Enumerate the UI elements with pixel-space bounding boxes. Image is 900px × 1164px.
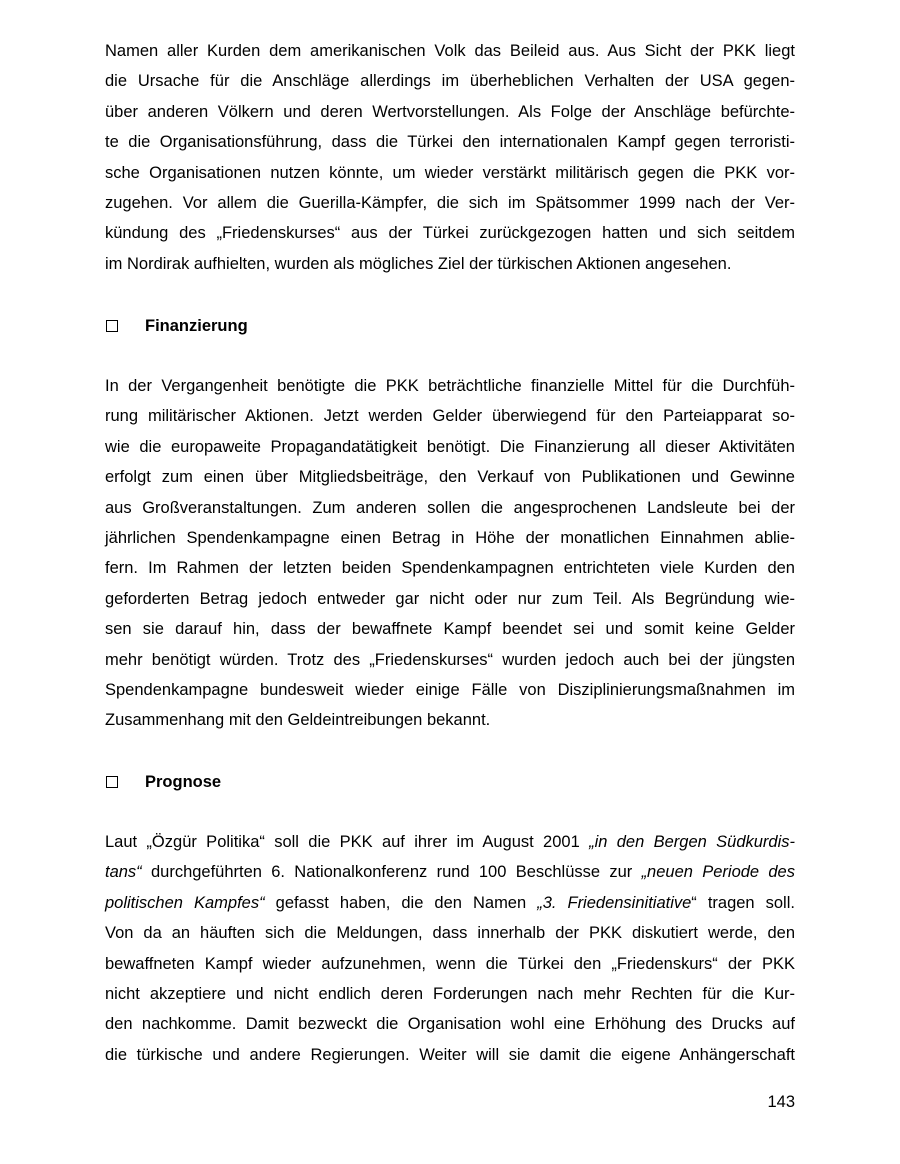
- text-line: [105, 857, 795, 887]
- text-line: aus Großveranstaltungen. Zum anderen sollen die angesprochenen Landsleute bei der: [105, 498, 795, 517]
- section-heading-finanzierung: [105, 311, 248, 341]
- page-number: 143: [767, 1093, 795, 1111]
- text-line: In der Vergangenheit benötigte die PKK beträchtliche finanzielle Mittel für die Durchfüh-: [105, 377, 795, 395]
- text-line: die türkische und andere Regierungen. Weiter will sie damit die eigene Anhängerschaft: [105, 1045, 795, 1064]
- text-line: Namen aller Kurden dem amerikanischen Volk das Beileid aus. Aus Sicht der PKK liegt: [105, 42, 795, 60]
- text-line: Zusammenhang mit den Geldeintreibungen bekannt.: [105, 711, 491, 730]
- text-line: Spendenkampagne bundesweit wieder einige Fälle von Disziplinierungsmaßnahmen im: [105, 680, 795, 699]
- text-run: gefasst haben, die den Namen: [264, 893, 538, 912]
- text-run: “ tragen soll.: [691, 893, 795, 912]
- paragraph-finanzierung: [105, 371, 795, 736]
- section-heading-prognose: [105, 767, 221, 797]
- text-run: durchgeführten 6. Nationalkonferenz rund 100 Beschlüsse zur: [141, 863, 642, 882]
- text-line: erfolgt zum einen über Mitgliedsbeiträge, den Verkauf von Publikationen und Gewinne: [105, 468, 795, 487]
- text-line: wie die europaweite Propagandatätigkeit benötigt. Die Finanzierung all dieser Aktivitäten: [105, 437, 795, 456]
- checkbox-bullet-icon: [106, 320, 118, 332]
- italic-quote: „neuen Periode des: [641, 863, 795, 882]
- text-line: sche Organisationen nutzen könnte, um wieder verstärkt militärisch gegen die PKK vor-: [105, 163, 795, 182]
- text-line: zugehen. Vor allem die Guerilla-Kämpfer, die sich im Spätsommer 1999 nach der Ver-: [105, 193, 795, 212]
- italic-quote: tans“: [105, 863, 142, 882]
- italic-quote: politischen Kampfes“: [105, 893, 265, 912]
- text-run: Laut „Özgür Politika“ soll die PKK auf ihrer im August 2001: [105, 833, 590, 851]
- text-line: [105, 827, 795, 857]
- text-line: Von da an häuften sich die Meldungen, dass innerhalb der PKK diskutiert werde, den: [105, 924, 795, 943]
- text-line: kündung des „Friedenskurses“ aus der Türkei zurückgezogen hatten und sich seitdem: [105, 224, 795, 243]
- text-line: sen sie darauf hin, dass der bewaffnete Kampf beendet sei und somit keine Gelder: [105, 620, 795, 639]
- text-line: den nachkomme. Damit bezweckt die Organisation wohl eine Erhöhung des Drucks auf: [105, 1015, 795, 1034]
- text-line: [105, 888, 795, 918]
- heading-text: Prognose: [145, 772, 222, 791]
- text-line: im Nordirak aufhielten, wurden als mögliches Ziel der türkischen Aktionen angesehen.: [105, 254, 732, 273]
- text-line: rung militärischer Aktionen. Jetzt werden Gelder überwiegend für den Parteiapparat so-: [105, 407, 795, 426]
- text-line: jährlichen Spendenkampagne einen Betrag in Höhe der monatlichen Einnahmen ablie-: [105, 528, 795, 547]
- italic-quote: „3. Friedensinitiative: [537, 893, 692, 912]
- text-line: te die Organisationsführung, dass die Türkei den internationalen Kampf gegen terroristi-: [105, 133, 795, 152]
- text-line: bewaffneten Kampf wieder aufzunehmen, wenn die Türkei den „Friedenskurs“ der PKK: [105, 954, 795, 973]
- text-line: fern. Im Rahmen der letzten beiden Spendenkampagnen entrichteten viele Kurden den: [105, 559, 795, 578]
- text-line: die Ursache für die Anschläge allerdings im überheblichen Verhalten der USA gegen-: [105, 72, 795, 91]
- text-line: nicht akzeptiere und nicht endlich deren Forderungen nach mehr Rechten für die Kur-: [105, 984, 795, 1003]
- text-line: geforderten Betrag jedoch entweder gar nicht oder nur zum Teil. Als Begründung wie-: [105, 589, 795, 608]
- italic-quote: „in den Bergen Südkurdis-: [589, 833, 795, 851]
- checkbox-bullet-icon: [106, 776, 118, 788]
- paragraph-intro: [105, 36, 795, 279]
- paragraph-prognose: [105, 827, 795, 1070]
- text-line: mehr benötigt würden. Trotz des „Friedenskurses“ wurden jedoch auch bei der jüngsten: [105, 650, 795, 669]
- text-line: über anderen Völkern und deren Wertvorstellungen. Als Folge der Anschläge befürchte-: [105, 102, 795, 121]
- heading-text: Finanzierung: [145, 316, 248, 335]
